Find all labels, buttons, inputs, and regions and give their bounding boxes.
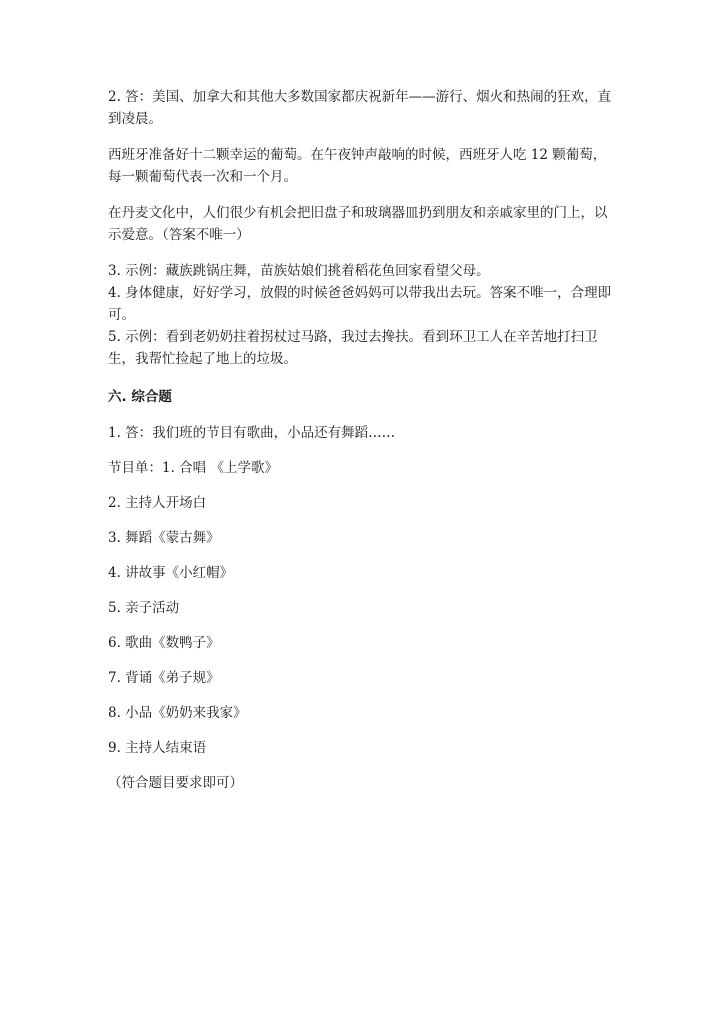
program-list-intro: 节目单：1. 合唱 《上学歌》 [108,460,278,476]
program-item: 2. 主持人开场白 [108,495,207,511]
document-page [108,86,618,794]
section-6-answer: 1. 答：我们班的节目有歌曲，小品还有舞蹈…… [108,425,396,441]
section-6-note: （符合题目要求即可） [108,775,243,791]
program-item: 4. 讲故事《小红帽》 [108,565,234,581]
answer-3-paragraph: 3. 示例：藏族跳锅庄舞，苗族姑娘们挑着稻花鱼回家看望父母。 [108,263,490,279]
program-item: 7. 背诵《弟子规》 [108,670,220,686]
program-item: 5. 亲子活动 [108,600,180,616]
answer-4-paragraph: 4. 身体健康，好好学习，放假的时候爸爸妈妈可以带我出去玩。答案不唯一，合理即可。 [108,285,612,323]
section-6-heading: 六. 综合题 [108,389,172,405]
answer-5-paragraph: 5. 示例：看到老奶奶拄着拐杖过马路，我过去搀扶。看到环卫工人在辛苦地打扫卫生，我帮忙捡起了地上的垃圾。 [108,329,598,367]
denmark-paragraph: 在丹麦文化中，人们很少有机会把旧盘子和玻璃器皿扔到朋友和亲戚家里的门上，以示爱意。（答案不唯一） [108,205,608,243]
program-item: 9. 主持人结束语 [108,740,207,756]
program-item: 3. 舞蹈《蒙古舞》 [108,530,220,546]
answer-2-paragraph: 2. 答：美国、加拿大和其他大多数国家都庆祝新年——游行、烟火和热闹的狂欢，直到凌晨。 [108,89,612,127]
program-item: 8. 小品《奶奶来我家》 [108,705,247,721]
spain-paragraph: 西班牙准备好十二颗幸运的葡萄。在午夜钟声敲响的时候，西班牙人吃 12 颗葡萄，每一颗葡萄代表一次和一个月。 [108,147,607,185]
program-item: 6. 歌曲《数鸭子》 [108,635,220,651]
